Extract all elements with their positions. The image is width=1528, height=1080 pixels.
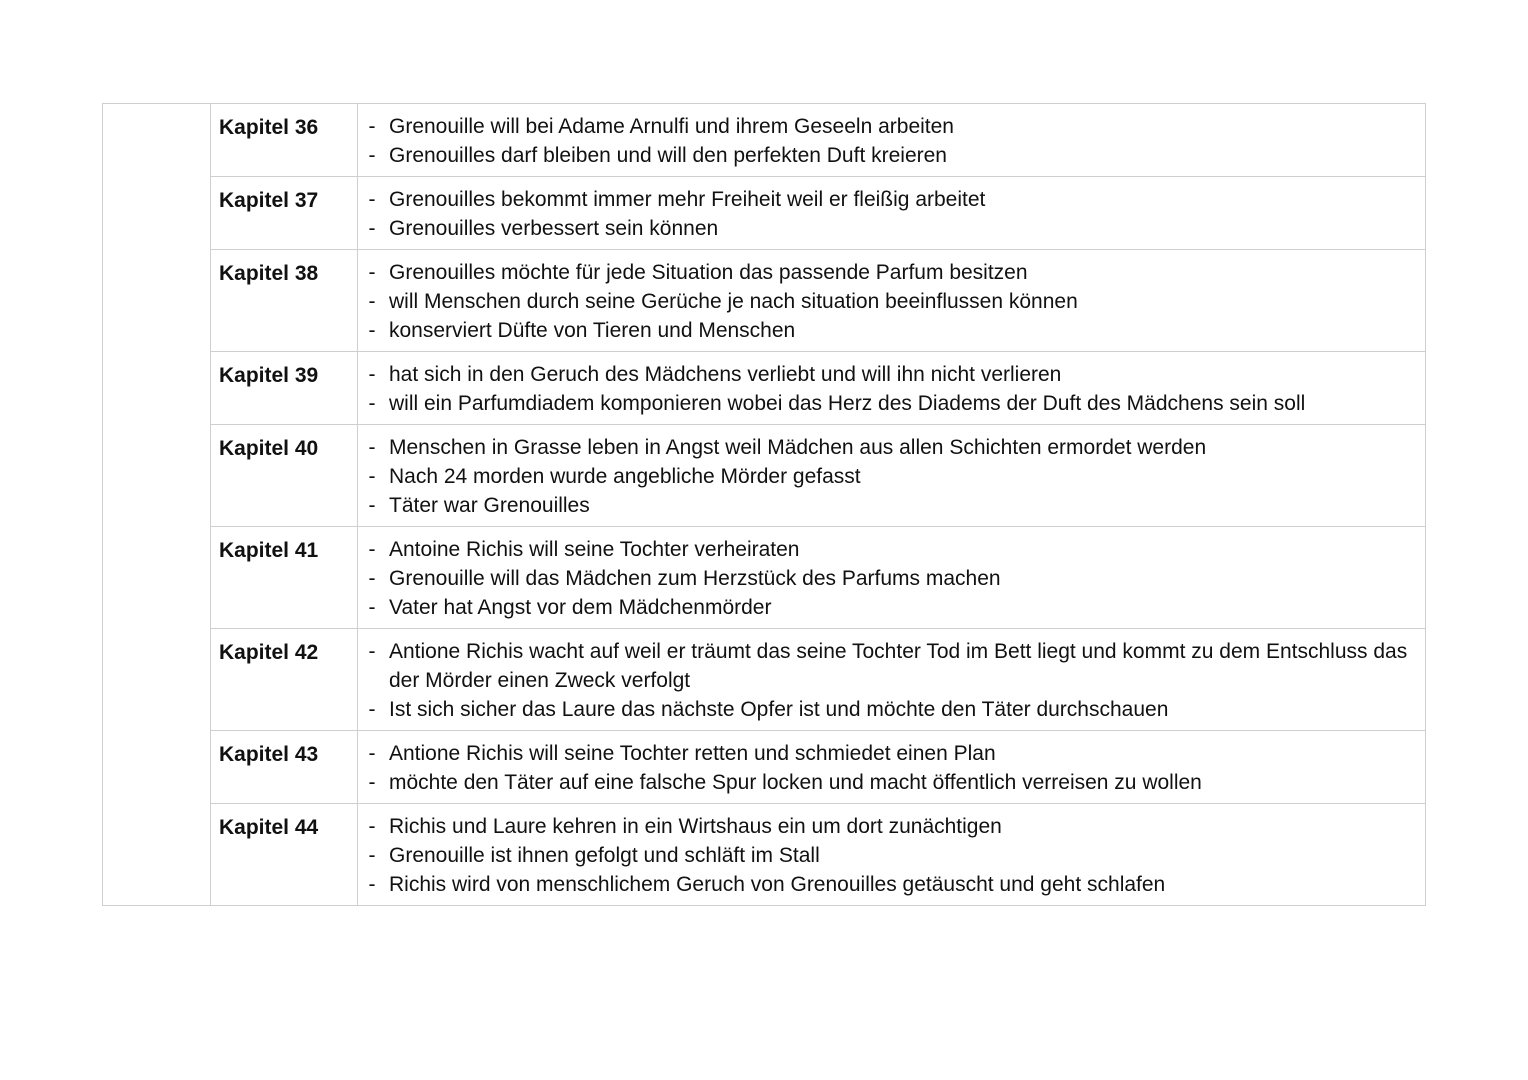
table-row [103,352,1426,425]
chapter-title: Kapitel 41 [211,527,358,629]
table-row [103,527,1426,629]
dash-bullet-icon: - [368,392,376,415]
summary-list [365,535,1425,622]
summary-point-text: Grenouilles bekommt immer mehr Freiheit weil er fleißig arbeitet [389,188,986,211]
dash-bullet-icon: - [368,319,376,342]
dash-bullet-icon: - [368,640,376,663]
list-item [365,491,1425,520]
summary-list [365,258,1425,345]
table-row [103,250,1426,352]
summary-point-text: Grenouille ist ihnen gefolgt und schläft im Stall [389,844,820,867]
summary-point-text: will Menschen durch seine Gerüche je nach situation beeinflussen können [389,290,1078,313]
list-item [365,316,1425,345]
dash-bullet-icon: - [368,742,376,765]
list-item [365,112,1425,141]
dash-bullet-icon: - [368,261,376,284]
chapter-title: Kapitel 36 [211,104,358,177]
table-row [103,629,1426,731]
dash-bullet-icon: - [368,217,376,240]
summary-list [365,185,1425,243]
dash-bullet-icon: - [368,815,376,838]
summary-list [365,112,1425,170]
list-item [365,637,1425,695]
list-item [365,141,1425,170]
summary-list [365,812,1425,899]
list-item [365,812,1425,841]
chapter-summary [358,250,1426,352]
summary-list [365,360,1425,418]
chapter-title: Kapitel 38 [211,250,358,352]
summary-list [365,637,1425,724]
dash-bullet-icon: - [368,144,376,167]
table-row [103,731,1426,804]
dash-bullet-icon: - [368,698,376,721]
dash-bullet-icon: - [368,844,376,867]
summary-point-text: Grenouille will das Mädchen zum Herzstück des Parfums machen [389,567,1001,590]
list-item [365,214,1425,243]
table-row [103,804,1426,906]
summary-point-text: Grenouille will bei Adame Arnulfi und ihrem Geseeln arbeiten [389,115,954,138]
list-item [365,287,1425,316]
chapter-summary [358,352,1426,425]
dash-bullet-icon: - [368,363,376,386]
chapter-summary-table-wrapper [102,103,1425,906]
list-item [365,695,1425,724]
dash-bullet-icon: - [368,873,376,896]
summary-point-text: Antoine Richis will seine Tochter verheiraten [389,538,800,561]
chapter-summary [358,177,1426,250]
list-item [365,593,1425,622]
chapter-summary [358,425,1426,527]
table-body [103,104,1426,906]
chapter-summary [358,104,1426,177]
dash-bullet-icon: - [368,596,376,619]
dash-bullet-icon: - [368,538,376,561]
chapter-summary [358,731,1426,804]
dash-bullet-icon: - [368,567,376,590]
list-item [365,564,1425,593]
summary-point-text: Grenouilles darf bleiben und will den perfekten Duft kreieren [389,144,947,167]
summary-point-text: Antione Richis will seine Tochter retten und schmiedet einen Plan [389,742,996,765]
list-item [365,360,1425,389]
summary-point-text: Richis und Laure kehren in ein Wirtshaus ein um dort zunächtigen [389,815,1002,838]
chapter-title: Kapitel 39 [211,352,358,425]
dash-bullet-icon: - [368,771,376,794]
list-item [365,739,1425,768]
dash-bullet-icon: - [368,494,376,517]
list-item [365,870,1425,899]
summary-list [365,739,1425,797]
summary-point-text: hat sich in den Geruch des Mädchens verliebt und will ihn nicht verlieren [389,363,1062,386]
table-row [103,104,1426,177]
summary-point-text: Grenouilles verbessert sein können [389,217,719,240]
chapter-summary [358,629,1426,731]
dash-bullet-icon: - [368,465,376,488]
chapter-summary-table [102,103,1426,906]
summary-point-text: Ist sich sicher das Laure das nächste Opfer ist und möchte den Täter durchschauen [389,698,1169,721]
chapter-title: Kapitel 42 [211,629,358,731]
summary-point-text: Grenouilles möchte für jede Situation das passende Parfum besitzen [389,261,1028,284]
list-item [365,433,1425,462]
chapter-title: Kapitel 37 [211,177,358,250]
chapter-title: Kapitel 43 [211,731,358,804]
summary-point-text: Menschen in Grasse leben in Angst weil Mädchen aus allen Schichten ermordet werden [389,436,1207,459]
dash-bullet-icon: - [368,436,376,459]
summary-point-text: Täter war Grenouilles [389,494,590,517]
list-item [365,258,1425,287]
chapter-summary [358,527,1426,629]
summary-point-text: Richis wird von menschlichem Geruch von Grenouilles getäuscht und geht schlafen [389,873,1166,896]
summary-list [365,433,1425,520]
list-item [365,389,1425,418]
summary-point-text: möchte den Täter auf eine falsche Spur locken und macht öffentlich verreisen zu wollen [389,771,1202,794]
chapter-summary [358,804,1426,906]
list-item [365,462,1425,491]
dash-bullet-icon: - [368,188,376,211]
summary-point-text: konserviert Düfte von Tieren und Menschen [389,319,796,342]
empty-left-column [103,104,211,906]
summary-point-text: Antione Richis wacht auf weil er träumt das seine Tochter Tod im Bett liegt und kommt zu dem Entschluss das der Mörder einen Zweck verfolgt [389,640,1408,692]
list-item [365,768,1425,797]
list-item [365,841,1425,870]
list-item [365,535,1425,564]
summary-point-text: Nach 24 morden wurde angebliche Mörder gefasst [389,465,861,488]
summary-point-text: will ein Parfumdiadem komponieren wobei das Herz des Diadems der Duft des Mädchens sein soll [389,392,1306,415]
chapter-title: Kapitel 44 [211,804,358,906]
list-item [365,185,1425,214]
dash-bullet-icon: - [368,115,376,138]
dash-bullet-icon: - [368,290,376,313]
table-row [103,177,1426,250]
table-row [103,425,1426,527]
chapter-title: Kapitel 40 [211,425,358,527]
summary-point-text: Vater hat Angst vor dem Mädchenmörder [389,596,772,619]
